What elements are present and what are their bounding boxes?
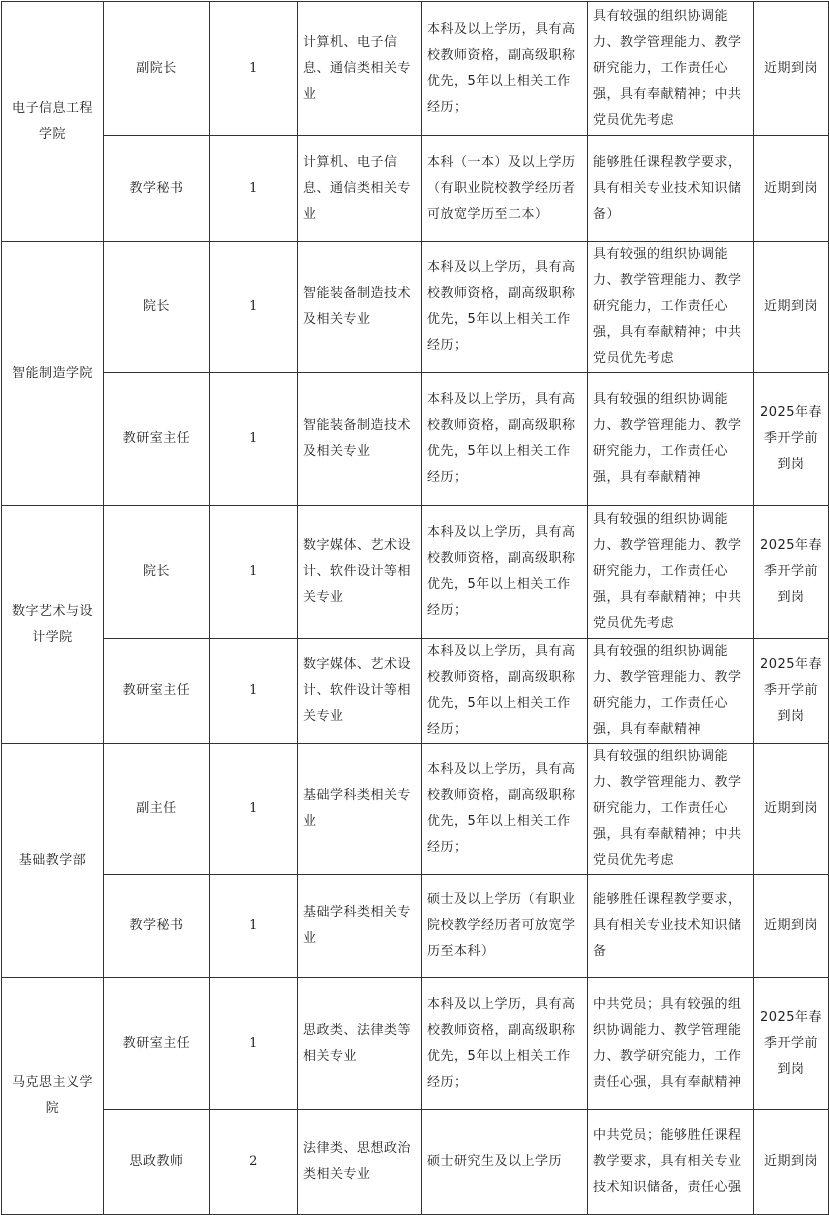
table-row [2,2,829,136]
count-cell: 1 [210,242,298,373]
major-cell: 计算机、电子信息、通信类相关专业 [298,2,422,136]
requirements-cell: 具有较强的组织协调能力、教学管理能力、教学研究能力，工作责任心强，具有奉献精神；中共党员优先考虑 [588,744,754,875]
education-cell: 本科及以上学历，具有高校教师资格，副高级职称优先，5年以上相关工作经历； [422,506,588,639]
table-row [2,1110,829,1215]
requirements-cell: 具有较强的组织协调能力、教学管理能力、教学研究能力，工作责任心强，具有奉献精神；中共党员优先考虑 [588,2,754,136]
count-cell: 1 [210,2,298,136]
major-cell: 基础学科类相关专业 [298,875,422,978]
major-cell: 智能装备制造技术及相关专业 [298,242,422,373]
arrival-cell: 2025年春季开学前到岗 [754,639,829,744]
table-row [2,744,829,875]
arrival-cell: 近期到岗 [754,1110,829,1215]
education-cell: 本科及以上学历，具有高校教师资格，副高级职称优先，5年以上相关工作经历； [422,744,588,875]
department-cell: 基础教学部 [2,744,104,978]
arrival-cell: 2025年春季开学前到岗 [754,506,829,639]
major-cell: 数字媒体、艺术设计、软件设计等相关专业 [298,506,422,639]
position-cell: 思政教师 [104,1110,210,1215]
count-cell: 1 [210,373,298,506]
position-cell: 副主任 [104,744,210,875]
department-cell: 电子信息工程学院 [2,2,104,242]
major-cell: 计算机、电子信息、通信类相关专业 [298,136,422,242]
position-cell: 院长 [104,506,210,639]
requirements-cell: 中共党员；能够胜任课程教学要求，具有相关专业技术知识储备，责任心强 [588,1110,754,1215]
education-cell: 本科及以上学历，具有高校教师资格，副高级职称优先，5年以上相关工作经历； [422,639,588,744]
major-cell: 法律类、思想政治类相关专业 [298,1110,422,1215]
position-cell: 教学秘书 [104,875,210,978]
education-cell: 本科（一本）及以上学历（有职业院校教学经历者可放宽学历至二本） [422,136,588,242]
position-cell: 院长 [104,242,210,373]
major-cell: 数字媒体、艺术设计、软件设计等相关专业 [298,639,422,744]
table-row [2,136,829,242]
requirements-cell: 能够胜任课程教学要求，具有相关专业技术知识储备） [588,136,754,242]
department-cell: 数字艺术与设计学院 [2,506,104,744]
arrival-cell: 2025年春季开学前到岗 [754,373,829,506]
department-cell: 马克思主义学院 [2,978,104,1215]
education-cell: 本科及以上学历，具有高校教师资格，副高级职称优先，5年以上相关工作经历； [422,373,588,506]
department-cell: 智能制造学院 [2,242,104,506]
requirements-cell: 具有较强的组织协调能力、教学管理能力、教学研究能力，工作责任心强，具有奉献精神 [588,373,754,506]
arrival-cell: 近期到岗 [754,242,829,373]
count-cell: 2 [210,1110,298,1215]
education-cell: 本科及以上学历，具有高校教师资格，副高级职称优先，5年以上相关工作经历； [422,978,588,1110]
table-row [2,978,829,1110]
arrival-cell: 近期到岗 [754,744,829,875]
table-row [2,639,829,744]
count-cell: 1 [210,978,298,1110]
requirements-cell: 具有较强的组织协调能力、教学管理能力、教学研究能力，工作责任心强，具有奉献精神；中共党员优先考虑 [588,506,754,639]
recruitment-table [1,1,829,1215]
major-cell: 基础学科类相关专业 [298,744,422,875]
requirements-cell: 能够胜任课程教学要求，具有相关专业技术知识储备 [588,875,754,978]
education-cell: 本科及以上学历，具有高校教师资格，副高级职称优先，5年以上相关工作经历； [422,242,588,373]
position-cell: 教研室主任 [104,639,210,744]
count-cell: 1 [210,506,298,639]
arrival-cell: 近期到岗 [754,875,829,978]
education-cell: 硕士研究生及以上学历 [422,1110,588,1215]
count-cell: 1 [210,639,298,744]
education-cell: 本科及以上学历，具有高校教师资格，副高级职称优先，5年以上相关工作经历； [422,2,588,136]
arrival-cell: 2025年春季开学前到岗 [754,978,829,1110]
position-cell: 副院长 [104,2,210,136]
arrival-cell: 近期到岗 [754,136,829,242]
table-row [2,373,829,506]
major-cell: 智能装备制造技术及相关专业 [298,373,422,506]
requirements-cell: 中共党员；具有较强的组织协调能力、教学管理能力、教学研究能力，工作责任心强，具有奉献精神 [588,978,754,1110]
position-cell: 教学秘书 [104,136,210,242]
position-cell: 教研室主任 [104,978,210,1110]
requirements-cell: 具有较强的组织协调能力、教学管理能力、教学研究能力，工作责任心强，具有奉献精神 [588,639,754,744]
position-cell: 教研室主任 [104,373,210,506]
requirements-cell: 具有较强的组织协调能力、教学管理能力、教学研究能力，工作责任心强，具有奉献精神；中共党员优先考虑 [588,242,754,373]
count-cell: 1 [210,136,298,242]
table-row [2,506,829,639]
table-row [2,242,829,373]
count-cell: 1 [210,744,298,875]
major-cell: 思政类、法律类等相关专业 [298,978,422,1110]
table-row [2,875,829,978]
arrival-cell: 近期到岗 [754,2,829,136]
education-cell: 硕士及以上学历（有职业院校教学经历者可放宽学历至本科） [422,875,588,978]
count-cell: 1 [210,875,298,978]
